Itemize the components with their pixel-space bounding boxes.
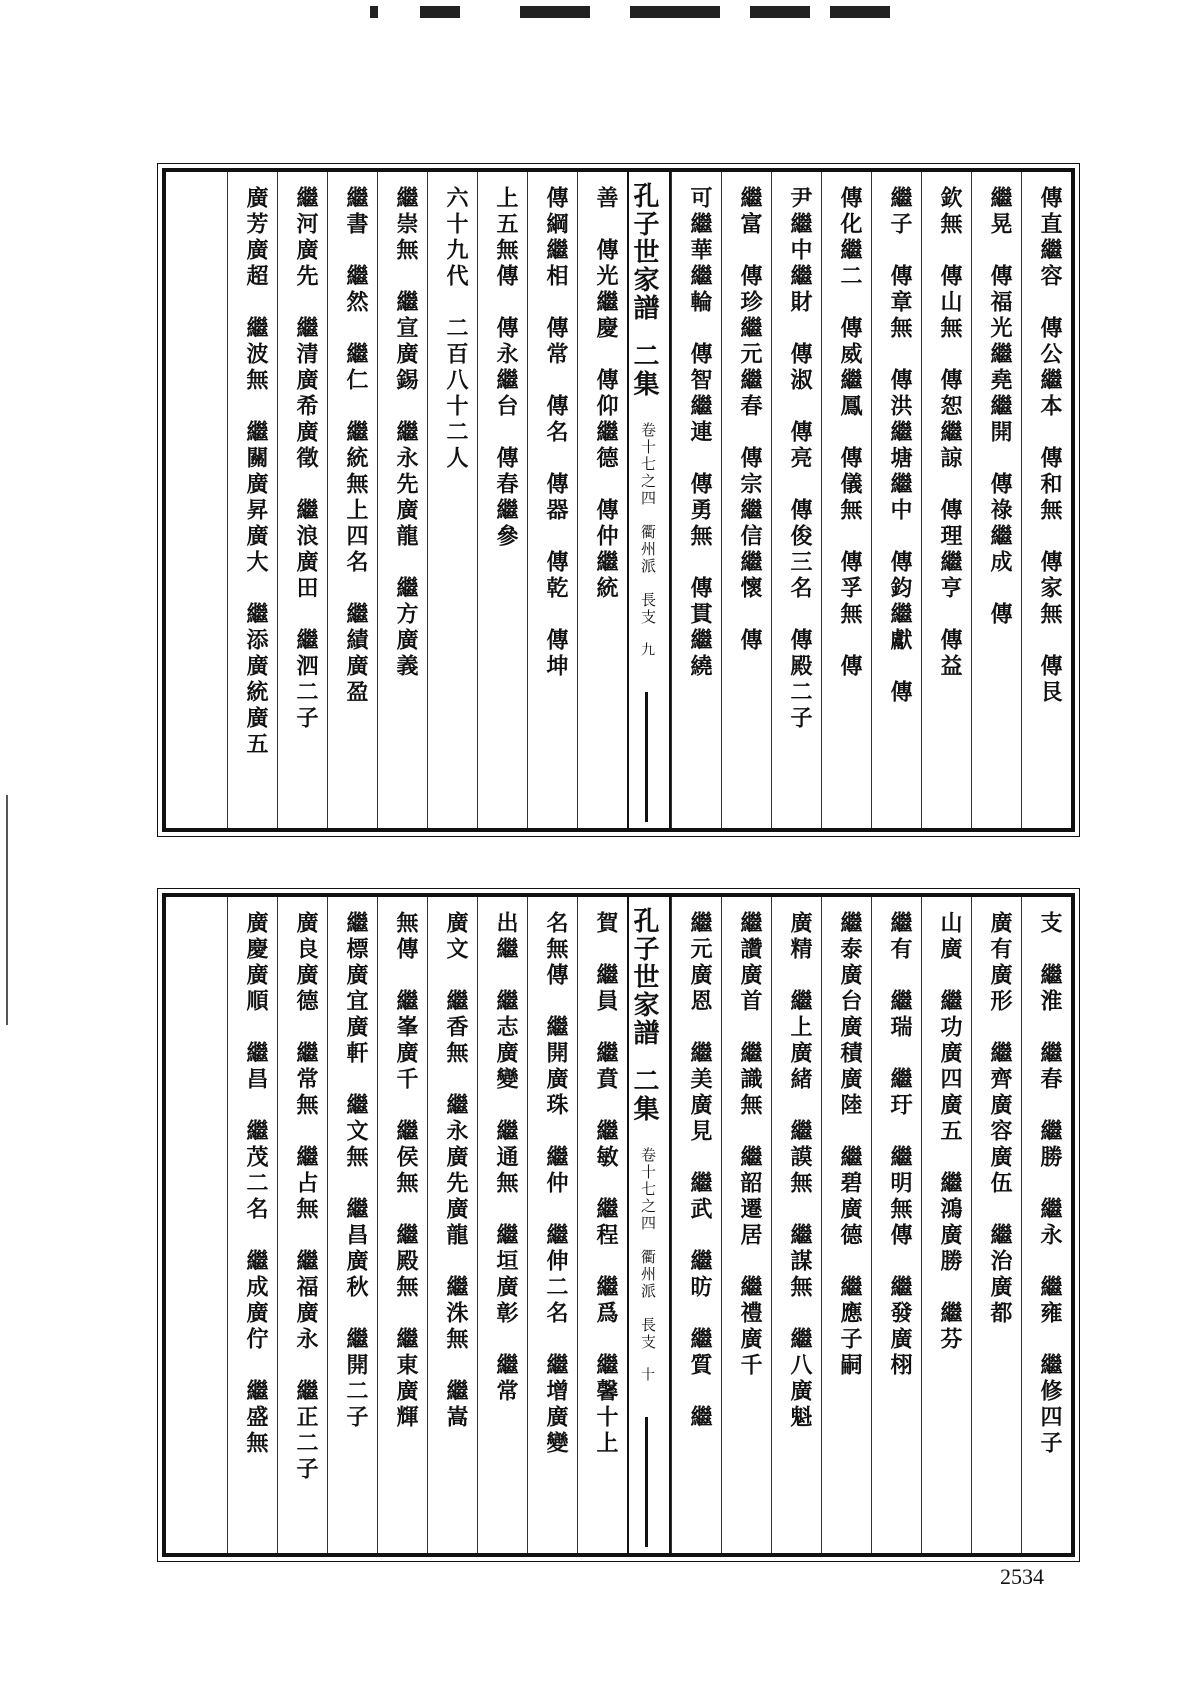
- column-text: 廣芳廣超 繼波無 繼關廣昇廣大 繼添廣統廣五: [243, 186, 269, 758]
- genealogy-column: [427, 172, 477, 828]
- genealogy-column: [971, 897, 1021, 1553]
- genealogy-column: [527, 172, 577, 828]
- page-number: 2534: [1000, 1564, 1044, 1589]
- genealogy-column: [771, 172, 821, 828]
- bottom-columns: [166, 897, 1071, 1553]
- genealogy-column: [871, 897, 921, 1553]
- column-text: 廣有廣形 繼齊廣容廣伍 繼治廣都: [987, 911, 1013, 1327]
- genealogy-column: [821, 172, 871, 828]
- column-text: 廣精 繼上廣緒 繼謨無 繼謀無 繼八廣魁: [787, 911, 813, 1431]
- genealogy-column: [377, 172, 427, 828]
- column-text: 出繼 繼志廣變 繼通無 繼垣廣彰 繼常: [493, 911, 519, 1405]
- top-columns: [166, 172, 1071, 828]
- spine-page-number: 十: [639, 1367, 655, 1381]
- genealogy-column: [671, 897, 721, 1553]
- column-text: 傳直繼容 傳公繼本 傳和無 傳家無 傳艮: [1037, 186, 1063, 706]
- genealogy-column: [477, 172, 527, 828]
- column-text: 繼書 繼然 繼仁 繼統無上四名 繼績廣盈: [343, 186, 369, 706]
- genealogy-column: [477, 897, 527, 1553]
- genealogy-column: [277, 172, 327, 828]
- genealogy-column: [1021, 172, 1071, 828]
- column-text: 傳綱繼相 傳常 傳名 傳器 傳乾 傳坤: [543, 186, 569, 680]
- column-text: 繼有 繼瑞 繼玗 繼明無傳 繼發廣栩: [887, 911, 913, 1379]
- column-text: 廣文 繼香無 繼永廣先廣龍 繼洙無 繼嵩: [443, 911, 469, 1431]
- column-text: 繼讚廣首 繼識無 繼韶遷居 繼禮廣千: [737, 911, 763, 1379]
- column-text: 尹繼中繼財 傳淑 傳亮 傳俊三名 傳殿二子: [787, 186, 813, 732]
- spine: [627, 897, 671, 1553]
- column-text: 六十九代 二百八十二人: [443, 186, 469, 472]
- genealogy-column: [577, 172, 627, 828]
- column-text: 廣良廣德 繼常無 繼占無 繼福廣永 繼正二子: [293, 911, 319, 1483]
- genealogy-page-bottom: [162, 893, 1075, 1557]
- spine-page-number: 九: [639, 642, 655, 656]
- column-text: 繼元廣恩 繼美廣見 繼武 繼昉 繼質 繼: [687, 911, 713, 1431]
- spine-subtitle: 卷十七之四 衢州派 長支: [639, 422, 657, 626]
- column-text: 繼泰廣台廣積廣陸 繼碧廣德 繼應子嗣: [837, 911, 863, 1379]
- genealogy-column: [427, 897, 477, 1553]
- column-text: 繼子 傳章無 傳洪繼塘繼中 傳鈞繼獻 傳: [887, 186, 913, 706]
- column-text: 繼晃 傳福光繼堯繼開 傳祿繼成 傳: [987, 186, 1013, 628]
- spine-bar: [645, 692, 648, 822]
- genealogy-page-top: [162, 168, 1075, 832]
- column-text: 繼崇無 繼宣廣錫 繼永先廣龍 繼方廣義: [393, 186, 419, 680]
- spine-subtitle: 卷十七之四 衢州派 長支: [639, 1147, 657, 1351]
- genealogy-column: [721, 897, 771, 1553]
- genealogy-column: [971, 172, 1021, 828]
- spine-volume: 二集: [629, 342, 659, 398]
- spine: [627, 172, 671, 828]
- column-text: 無傳 繼峯廣千 繼侯無 繼殿無 繼東廣輝: [393, 911, 419, 1431]
- column-text: 廣慶廣順 繼昌 繼茂二名 繼成廣佇 繼盛無: [243, 911, 269, 1457]
- genealogy-column: [671, 172, 721, 828]
- column-text: 山廣 繼功廣四廣五 繼鴻廣勝 繼芬: [937, 911, 963, 1353]
- genealogy-column: [821, 897, 871, 1553]
- genealogy-column: [227, 172, 277, 828]
- column-text: 繼富 傳珍繼元繼春 傳宗繼信繼懷 傳: [737, 186, 763, 654]
- column-text: 名無傳 繼開廣珠 繼仲 繼伸二名 繼增廣變: [543, 911, 569, 1457]
- spine-volume: 二集: [629, 1067, 659, 1123]
- spine-title: 孔子世家譜: [629, 907, 659, 1047]
- column-text: 傳化繼二 傳威繼鳳 傳儀無 傳孚無 傳: [837, 186, 863, 680]
- genealogy-column: [1021, 897, 1071, 1553]
- column-text: 上五無傳 傳永繼台 傳春繼參: [493, 186, 519, 550]
- column-text: 支 繼淮 繼春 繼勝 繼永 繼雍 繼修四子: [1037, 911, 1063, 1457]
- genealogy-column: [721, 172, 771, 828]
- genealogy-column: [327, 897, 377, 1553]
- genealogy-column: [921, 897, 971, 1553]
- spine-title: 孔子世家譜: [629, 182, 659, 322]
- genealogy-column: [577, 897, 627, 1553]
- genealogy-column: [771, 897, 821, 1553]
- spine-bar: [645, 1417, 648, 1547]
- column-text: 繼河廣先 繼清廣希廣徵 繼浪廣田 繼泗二子: [293, 186, 319, 732]
- genealogy-column: [871, 172, 921, 828]
- column-text: 可繼華繼輪 傳智繼連 傳勇無 傳貫繼繞: [687, 186, 713, 680]
- genealogy-column: [921, 172, 971, 828]
- scan-edge-line: [6, 795, 8, 1025]
- column-text: 欽無 傳山無 傳恕繼諒 傳理繼亨 傳益: [937, 186, 963, 680]
- genealogy-column: [377, 897, 427, 1553]
- top-edge-marks: [330, 6, 930, 20]
- genealogy-column: [327, 172, 377, 828]
- column-text: 善 傳光繼慶 傳仰繼德 傳仲繼統: [593, 186, 619, 602]
- genealogy-column: [277, 897, 327, 1553]
- genealogy-column: [527, 897, 577, 1553]
- column-text: 繼標廣宜廣軒 繼文無 繼昌廣秋 繼開二子: [343, 911, 369, 1431]
- column-text: 賀 繼員 繼賁 繼敏 繼程 繼爲 繼馨十上: [593, 911, 619, 1457]
- genealogy-column: [227, 897, 277, 1553]
